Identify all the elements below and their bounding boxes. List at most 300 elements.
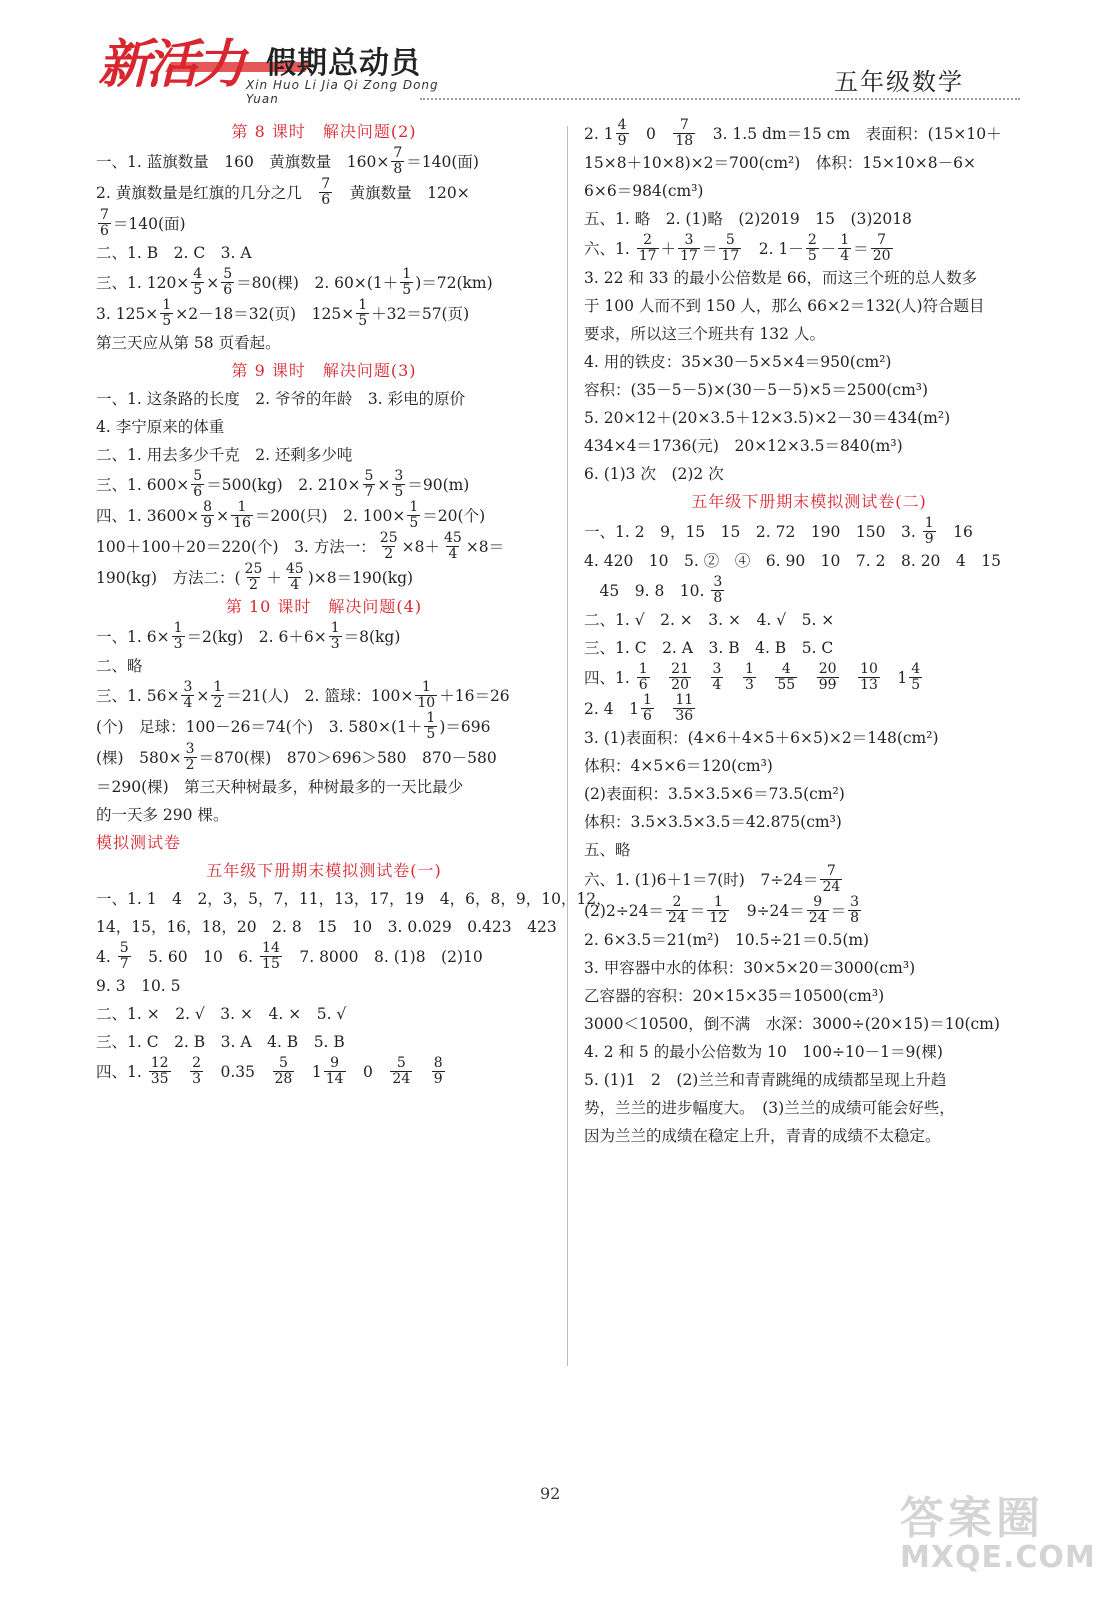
text-segment: 2. 1 xyxy=(584,124,614,143)
fraction xyxy=(211,680,224,711)
fraction xyxy=(923,516,936,547)
text-segment: × xyxy=(196,686,210,705)
text-segment: 要求，所以这三个班共有 132 人。 xyxy=(584,325,825,343)
answer-line xyxy=(96,913,557,941)
answer-line xyxy=(96,801,552,829)
fraction-denominator: 2 xyxy=(249,577,258,593)
text-segment: (棵) 580× xyxy=(96,748,182,767)
text-segment: 体积：3.5×3.5×3.5＝42.875(cm³) xyxy=(584,813,842,831)
text-segment: 三、1. C 2. B 3. A 4. B 5. B xyxy=(96,1033,345,1051)
fraction-numerator: 5 xyxy=(193,468,203,484)
watermark-logo xyxy=(900,1482,1096,1592)
fraction-numerator: 1 xyxy=(162,297,172,313)
answer-line xyxy=(584,205,1034,233)
text-segment: 一、1. 这条路的长度 2. 爷爷的年龄 3. 彩电的原价 xyxy=(96,390,466,408)
fraction xyxy=(807,895,829,926)
fraction xyxy=(400,267,413,298)
text-segment: ＝140(面) xyxy=(112,214,186,233)
text-segment: 六、1. xyxy=(584,239,635,258)
text-segment: ＝80(棵) 2. 60×(1＋ xyxy=(236,273,399,292)
answer-line xyxy=(584,264,1034,292)
text-segment: ×8＋ xyxy=(401,537,440,556)
fraction xyxy=(284,562,306,593)
fraction-denominator: 28 xyxy=(274,1071,293,1087)
text-segment: ＝21(人) 2. 篮球：100× xyxy=(226,686,414,705)
fraction-numerator: 14 xyxy=(262,940,280,956)
text-segment: 6×6＝984(cm³) xyxy=(584,182,704,200)
fraction xyxy=(871,233,893,264)
fraction-numerator: 4 xyxy=(781,661,791,677)
text-segment: 3. 1.5 dm＝15 cm 表面积：(15×10＋ xyxy=(697,124,1002,143)
answer-line xyxy=(96,413,552,441)
answer-line xyxy=(584,292,1034,320)
fraction-numerator: 2 xyxy=(672,894,682,910)
fraction-denominator: 24 xyxy=(808,910,827,926)
fraction xyxy=(160,298,173,329)
fraction-denominator: 17 xyxy=(638,248,657,264)
fraction xyxy=(711,662,724,693)
text-segment: ＝140(面) xyxy=(406,152,479,171)
fraction-numerator: 9 xyxy=(330,1055,340,1071)
fraction-denominator: 2 xyxy=(384,546,394,562)
fraction xyxy=(743,662,756,693)
section-title xyxy=(584,488,1034,516)
fraction-denominator: 24 xyxy=(668,910,686,926)
fraction-numerator: 45 xyxy=(285,561,304,577)
answer-line xyxy=(96,469,552,500)
fraction-numerator: 1 xyxy=(213,679,223,695)
fraction-denominator: 6 xyxy=(642,708,652,724)
fraction-numerator: 2 xyxy=(807,232,817,248)
text-segment: (2)表面积：3.5×3.5×6＝73.5(cm²) xyxy=(584,785,845,803)
text-segment: 2. 6×3.5＝21(m²) 10.5÷21＝0.5(m) xyxy=(584,931,870,949)
fraction xyxy=(673,693,695,724)
fraction xyxy=(848,895,861,926)
text-segment: 5. (1)1 2 (2)兰兰和青青跳绳的成绩都呈现上升趋 xyxy=(584,1071,947,1089)
fraction-denominator: 5 xyxy=(358,313,368,329)
fraction-denominator: 5 xyxy=(409,515,419,531)
text-segment: 3000＜10500，倒不满 水深：3000÷(20×15)＝10(cm) xyxy=(584,1015,1000,1033)
fraction-denominator: 4 xyxy=(183,695,193,711)
text-segment: 第 10 课时 解决问题(4) xyxy=(225,597,423,616)
answer-line xyxy=(584,320,1034,348)
text-segment: 4. xyxy=(96,947,116,966)
text-segment: 五、1. 略 2. (1)略 (2)2019 15 (3)2018 xyxy=(584,210,912,228)
fraction-numerator: 7 xyxy=(877,232,887,248)
fraction xyxy=(424,711,437,742)
text-segment: 0.35 xyxy=(204,1062,271,1081)
fraction-denominator: 99 xyxy=(818,677,837,693)
text-segment: (2)2÷24＝ xyxy=(584,901,665,920)
text-segment: 三、1. 56× xyxy=(96,686,180,705)
text-segment xyxy=(173,1060,189,1084)
text-segment: 二、略 xyxy=(96,657,143,675)
answer-line xyxy=(584,376,1034,404)
fraction-denominator: 8 xyxy=(713,590,723,606)
fraction-denominator: 17 xyxy=(721,248,740,264)
text-segment: ＝290(棵) 第三天种树最多，种树最多的一天比最少 xyxy=(96,778,464,796)
fraction-denominator: 8 xyxy=(393,161,403,177)
fraction-denominator: 14 xyxy=(325,1071,344,1087)
text-segment xyxy=(693,666,709,690)
fraction xyxy=(415,680,437,711)
fraction-numerator: 1 xyxy=(924,515,934,531)
answer-line xyxy=(584,864,1034,895)
text-segment xyxy=(725,666,741,690)
answer-line xyxy=(584,808,1034,836)
fraction xyxy=(719,233,741,264)
fraction-denominator: 6 xyxy=(638,677,648,693)
fraction-denominator: 24 xyxy=(392,1071,411,1087)
text-segment: ×2－18＝32(页) 125× xyxy=(175,304,355,323)
fraction-denominator: 3 xyxy=(744,677,754,693)
fraction-denominator: 5 xyxy=(162,313,172,329)
fraction-denominator: 4 xyxy=(712,677,722,693)
answer-line xyxy=(584,693,1034,724)
fraction-denominator: 7 xyxy=(364,484,374,500)
fraction-numerator: 4 xyxy=(617,117,627,133)
fraction xyxy=(391,146,404,177)
text-segment: 4. 2 和 5 的最小公倍数为 10 100÷10－1＝9(棵) xyxy=(584,1043,943,1061)
text-segment: ＝ xyxy=(830,901,847,920)
text-segment: 容积：(35－5－5)×(30－5－5)×5＝2500(cm³) xyxy=(584,381,929,399)
fraction-numerator: 1 xyxy=(237,499,247,515)
text-segment: 四、1. xyxy=(96,1062,147,1081)
fraction-numerator: 3 xyxy=(183,679,193,695)
text-segment: ＋ xyxy=(266,568,282,587)
answer-line xyxy=(584,404,1034,432)
fraction-numerator: 2 xyxy=(192,1055,201,1071)
text-segment: 7. 8000 8. (1)8 (2)10 xyxy=(283,947,483,966)
text-segment: 二、1. × 2. √ 3. × 4. × 5. √ xyxy=(96,1005,347,1023)
answer-line xyxy=(584,634,1034,662)
fraction-numerator: 1 xyxy=(840,232,850,248)
fraction-numerator: 8 xyxy=(203,499,213,515)
fraction xyxy=(390,1056,412,1087)
fraction-numerator: 5 xyxy=(223,266,233,282)
text-segment: 体积：4×5×6＝120(cm³) xyxy=(584,757,773,775)
answer-line xyxy=(96,621,552,652)
fraction xyxy=(329,621,342,652)
fraction xyxy=(201,500,214,531)
answer-line xyxy=(584,954,1034,982)
fraction-denominator: 16 xyxy=(233,515,251,531)
fraction-numerator: 1 xyxy=(426,710,436,726)
fraction-numerator: 1 xyxy=(330,620,340,636)
text-segment: )×8＝190(kg) xyxy=(307,568,414,587)
fraction-denominator: 9 xyxy=(203,515,213,531)
text-segment xyxy=(414,1060,430,1084)
text-segment: ＝8(kg) xyxy=(343,627,401,646)
header-divider xyxy=(420,98,1020,100)
fraction-numerator: 7 xyxy=(679,117,689,133)
answer-line xyxy=(96,562,552,593)
text-segment: 第三天应从第 58 页看起。 xyxy=(96,334,281,352)
text-segment: 势，兰兰的进步幅度大。 (3)兰兰的成绩可能会好些， xyxy=(584,1099,955,1117)
fraction xyxy=(324,1056,346,1087)
fraction xyxy=(909,662,922,693)
page-header xyxy=(0,0,1098,110)
fraction xyxy=(260,941,282,972)
answer-line xyxy=(96,385,552,413)
text-segment: 二、1. √ 2. × 3. × 4. √ 5. × xyxy=(584,611,835,629)
fraction-denominator: 4 xyxy=(290,577,300,593)
fraction-numerator: 25 xyxy=(379,530,398,546)
text-segment: × xyxy=(377,475,391,494)
answer-line xyxy=(96,885,612,913)
fraction xyxy=(711,575,724,606)
fraction-denominator: 35 xyxy=(150,1071,169,1087)
fraction-numerator: 1 xyxy=(421,679,431,695)
fraction-denominator: 18 xyxy=(675,133,694,149)
answer-line xyxy=(96,680,552,711)
section-title xyxy=(96,118,552,146)
fraction-denominator: 8 xyxy=(850,910,860,926)
answer-line xyxy=(584,547,1034,575)
answer-line xyxy=(584,1094,1034,1122)
fraction xyxy=(273,1056,295,1087)
fraction-denominator: 6 xyxy=(193,484,203,500)
text-segment: 16 xyxy=(937,522,973,541)
fraction-numerator: 1 xyxy=(638,661,648,677)
text-segment: ＝ xyxy=(701,239,718,258)
fraction xyxy=(707,895,729,926)
text-segment xyxy=(841,666,857,690)
right-column xyxy=(584,118,1034,1150)
fraction-denominator: 17 xyxy=(680,248,698,264)
text-segment: 1 xyxy=(881,668,908,687)
text-segment: 15×8＋10×8)×2＝700(cm²) 体积：15×10×8－6× xyxy=(584,154,976,172)
fraction-numerator: 7 xyxy=(321,176,331,192)
fraction xyxy=(641,693,654,724)
fraction xyxy=(184,742,197,773)
text-segment: 6. (1)3 次 (2)2 次 xyxy=(584,465,724,483)
fraction-denominator: 36 xyxy=(675,708,694,724)
fraction xyxy=(378,531,400,562)
fraction-numerator: 20 xyxy=(818,661,837,677)
fraction-numerator: 1 xyxy=(744,661,754,677)
logo-pinyin: Xin Huo Li Jia Qi Zong Dong Yuan xyxy=(246,78,439,106)
fraction xyxy=(191,469,204,500)
answer-line xyxy=(584,233,1034,264)
text-segment: 45 9. 8 10. xyxy=(584,581,710,600)
fraction xyxy=(181,680,194,711)
text-segment: 六、1. (1)6＋1＝7(时) 7÷24＝ xyxy=(584,870,819,889)
fraction-numerator: 25 xyxy=(244,561,263,577)
fraction-numerator: 3 xyxy=(684,232,694,248)
section-heading xyxy=(96,829,552,857)
column-divider xyxy=(567,126,568,1366)
text-segment: 四、1. xyxy=(584,668,635,687)
fraction xyxy=(98,208,111,239)
text-segment: ＝ xyxy=(689,901,706,920)
text-segment: ＝20(个) xyxy=(422,506,486,525)
fraction-denominator: 5 xyxy=(193,282,203,298)
text-segment: ＝500(kg) 2. 210× xyxy=(206,475,361,494)
text-segment: ＝2(kg) 2. 6＋6× xyxy=(186,627,327,646)
fraction-numerator: 3 xyxy=(394,468,404,484)
fraction-numerator: 1 xyxy=(642,692,652,708)
fraction-denominator: 9 xyxy=(433,1071,443,1087)
fraction xyxy=(673,118,695,149)
fraction-denominator: 6 xyxy=(223,282,233,298)
fraction-denominator: 2 xyxy=(185,757,195,773)
answer-line xyxy=(96,711,552,742)
fraction xyxy=(190,1056,203,1087)
answer-line xyxy=(584,836,1034,864)
fraction-denominator: 9 xyxy=(617,133,627,149)
answer-line xyxy=(584,460,1034,488)
fraction-numerator: 1 xyxy=(409,499,419,515)
text-segment: 4. 李宁原来的体重 xyxy=(96,418,225,436)
text-segment: 模拟测试卷 xyxy=(96,833,182,852)
fraction-denominator: 24 xyxy=(822,879,841,895)
text-segment: ＋ xyxy=(660,239,677,258)
text-segment: 三、1. 120× xyxy=(96,273,190,292)
fraction-numerator: 11 xyxy=(675,692,694,708)
text-segment: 三、1. 600× xyxy=(96,475,190,494)
text-segment: 5. 20×12＋(20×3.5＋12×3.5)×2－30＝434(m²) xyxy=(584,409,951,427)
text-segment: － xyxy=(820,239,837,258)
fraction-denominator: 15 xyxy=(262,956,280,972)
brand-logo xyxy=(98,22,458,106)
fraction-denominator: 2 xyxy=(213,695,223,711)
fraction xyxy=(221,267,234,298)
fraction xyxy=(432,1056,445,1087)
page-number: 92 xyxy=(540,1484,561,1503)
text-segment: 190(kg) 方法二：( xyxy=(96,568,241,587)
fraction-numerator: 8 xyxy=(433,1055,443,1071)
fraction xyxy=(666,895,688,926)
text-segment: 二、1. 用去多少千克 2. 还剩多少吨 xyxy=(96,446,353,464)
fraction-numerator: 3 xyxy=(712,661,722,677)
answer-line xyxy=(584,348,1034,376)
fraction-numerator: 3 xyxy=(850,894,860,910)
answer-line xyxy=(584,752,1034,780)
fraction-denominator: 13 xyxy=(860,677,878,693)
answer-line xyxy=(96,1000,552,1028)
fraction xyxy=(806,233,819,264)
fraction-numerator: 1 xyxy=(402,266,412,282)
answer-line xyxy=(584,662,1034,693)
answer-line xyxy=(96,1056,552,1087)
text-segment: 五年级下册期末模拟测试卷(一) xyxy=(206,861,442,880)
fraction xyxy=(637,662,650,693)
answer-line xyxy=(96,177,552,208)
section-title xyxy=(96,857,552,885)
fraction-denominator: 3 xyxy=(173,636,183,652)
fraction-numerator: 5 xyxy=(396,1055,406,1071)
text-segment: ＋32＝57(页) xyxy=(371,304,470,323)
fraction-denominator: 6 xyxy=(100,223,109,239)
text-segment: 4. 用的铁皮：35×30－5×5×4＝950(cm²) xyxy=(584,353,892,371)
text-segment: 2. 黄旗数量是红旗的几分之几 xyxy=(96,183,318,202)
watermark-url: MXQE.COM xyxy=(900,1540,1096,1575)
fraction-denominator: 5 xyxy=(807,248,817,264)
fraction-numerator: 1 xyxy=(173,620,183,636)
answer-line xyxy=(584,926,1034,954)
text-segment: )＝696 xyxy=(439,717,491,736)
watermark-text: 答案圈 xyxy=(900,1493,1044,1544)
answer-line xyxy=(584,982,1034,1010)
answer-line xyxy=(96,531,552,562)
answer-line xyxy=(584,1066,1034,1094)
text-segment xyxy=(799,666,815,690)
fraction-numerator: 4 xyxy=(911,661,921,677)
fraction xyxy=(669,662,691,693)
text-segment xyxy=(652,666,668,690)
fraction-numerator: 10 xyxy=(860,661,878,677)
text-segment: 0 xyxy=(347,1062,389,1081)
text-segment: 于 100 人而不到 150 人，那么 66×2＝132(人)符合题目 xyxy=(584,297,985,315)
text-segment: 二、1. B 2. C 3. A xyxy=(96,244,252,262)
answer-line xyxy=(96,742,552,773)
fraction-numerator: 5 xyxy=(364,468,374,484)
fraction-denominator: 12 xyxy=(709,910,728,926)
answer-line xyxy=(584,1038,1034,1066)
answer-line xyxy=(584,432,1034,460)
answer-line xyxy=(584,177,1034,205)
fraction xyxy=(191,267,204,298)
fraction-denominator: 5 xyxy=(426,726,436,742)
text-segment: ＝90(m) xyxy=(407,475,470,494)
answer-line xyxy=(584,724,1034,752)
text-segment: 一、1. 2 9，15 15 2. 72 190 150 3. xyxy=(584,522,921,541)
fraction xyxy=(363,469,376,500)
fraction xyxy=(442,531,464,562)
text-segment: 100＋100＋20＝220(个) 3. 方法一： xyxy=(96,537,376,556)
text-segment: × xyxy=(206,273,220,292)
text-segment: 3. 甲容器中水的体积：30×5×20＝3000(cm³) xyxy=(584,959,916,977)
text-segment: ＝200(只) 2. 100× xyxy=(254,506,406,525)
answer-line xyxy=(584,780,1034,808)
fraction xyxy=(775,662,797,693)
fraction xyxy=(838,233,851,264)
subject-title: 五年级数学 xyxy=(834,68,964,96)
fraction-numerator: 7 xyxy=(100,207,109,223)
fraction xyxy=(243,562,265,593)
text-segment: 五年级下册期末模拟测试卷(二) xyxy=(691,492,927,511)
answer-line xyxy=(96,1028,552,1056)
text-segment: 2. 1－ xyxy=(743,239,804,258)
fraction xyxy=(858,662,880,693)
fraction-denominator: 6 xyxy=(321,192,331,208)
fraction-numerator: 7 xyxy=(826,863,836,879)
answer-line xyxy=(584,516,1034,547)
answer-line xyxy=(96,208,552,239)
text-segment xyxy=(758,666,774,690)
fraction-numerator: 7 xyxy=(393,145,403,161)
text-segment: 4. 420 10 5. ② ④ 6. 90 10 7. 2 8. 20 4 15 xyxy=(584,552,1002,570)
section-title xyxy=(96,593,552,621)
fraction-numerator: 12 xyxy=(150,1055,169,1071)
text-segment: ×8＝ xyxy=(465,537,505,556)
text-segment: ＝870(棵) 870＞696＞580 870－580 xyxy=(198,748,497,767)
text-segment: 2. 4 1 xyxy=(584,699,639,718)
answer-line xyxy=(96,500,552,531)
fraction-numerator: 5 xyxy=(725,232,735,248)
text-segment: 五、略 xyxy=(584,841,631,859)
text-segment: 9÷24＝ xyxy=(731,901,805,920)
text-segment: 3. 125× xyxy=(96,304,159,323)
logo-main-text: 新活力 xyxy=(98,35,243,95)
fraction-numerator: 45 xyxy=(443,530,462,546)
fraction xyxy=(817,662,839,693)
text-segment: ＋16＝26 xyxy=(439,686,510,705)
fraction xyxy=(149,1056,171,1087)
answer-line xyxy=(584,1010,1034,1038)
fraction-denominator: 5 xyxy=(402,282,412,298)
